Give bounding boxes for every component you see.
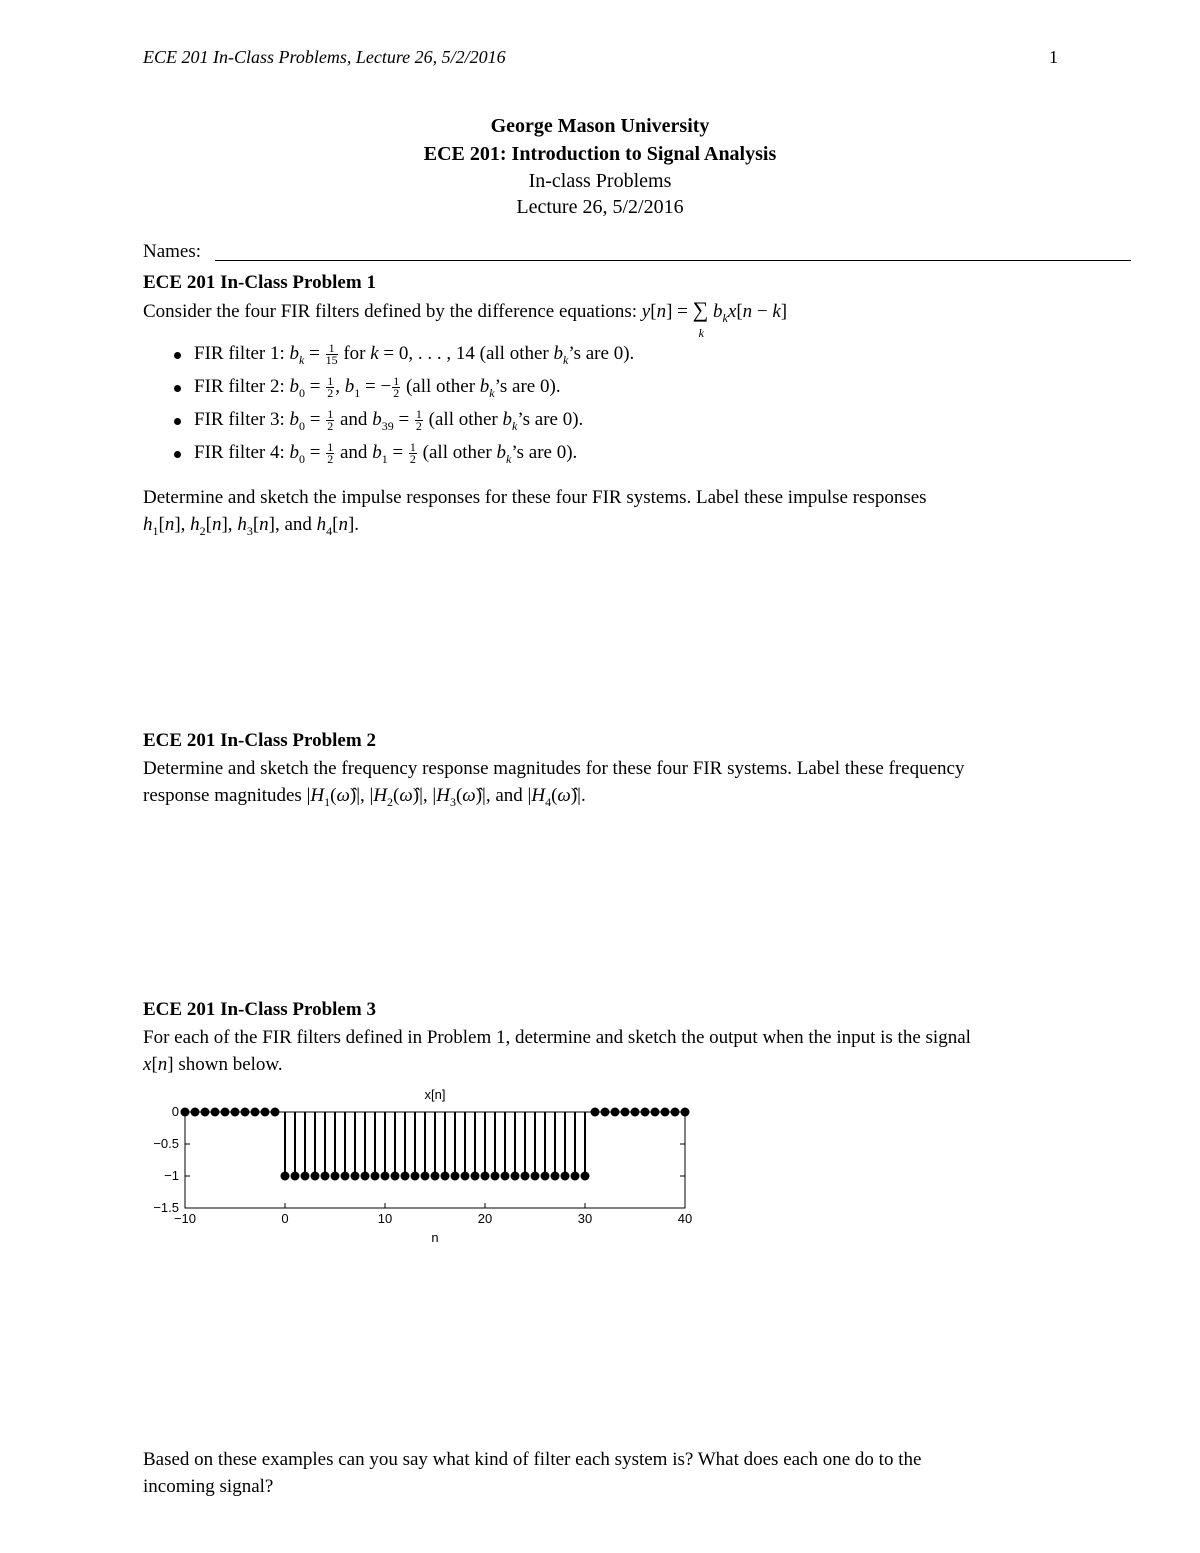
stem-marker xyxy=(611,1108,620,1117)
difference-equation: y xyxy=(641,301,651,322)
stem-marker xyxy=(471,1172,480,1181)
stem-marker xyxy=(431,1172,440,1181)
stem-marker xyxy=(221,1108,230,1117)
list-item: FIR filter 3: $b_0$ = $\frac{1}{2}$ and $b_{39}$ = $\frac{1}{2}$ (all other $b_k’s$ are 0). xyxy=(170,406,634,439)
stem-marker xyxy=(501,1172,510,1181)
stem-marker xyxy=(311,1172,320,1181)
stem-marker xyxy=(671,1108,680,1117)
university-title: George Mason University xyxy=(490,115,710,137)
x-tick-label: 30 xyxy=(577,1211,593,1226)
chart-xlabel: n xyxy=(431,1230,439,1245)
course-title: ECE 201: Introduction to Signal Analysis xyxy=(423,143,777,165)
stem-marker xyxy=(401,1172,410,1181)
stem-marker xyxy=(571,1172,580,1181)
stem-marker xyxy=(481,1172,490,1181)
x-tick-label: 10 xyxy=(377,1211,393,1226)
stem-marker xyxy=(491,1172,500,1181)
list-item: FIR filter 1: $b_k$ = $\frac{1}{15}$ for k = 0, . . . , 14 (all other $b_k’s$ are 0). xyxy=(170,340,634,373)
stem-marker xyxy=(201,1108,210,1117)
stem-marker xyxy=(291,1172,300,1181)
filter2-label: FIR filter 2: xyxy=(194,376,285,397)
problem2-heading: ECE 201 In-Class Problem 2 xyxy=(143,730,376,751)
stem-marker xyxy=(241,1108,250,1117)
filter1-label: FIR filter 1: xyxy=(194,343,285,364)
problem3-line1: For each of the FIR filters defined in Problem 1, determine and sketch the output when the input is the signal xyxy=(143,1027,971,1048)
stem-marker xyxy=(321,1172,330,1181)
document-subtitle: In-class Problems xyxy=(528,170,672,192)
problem1-task: Determine and sketch the impulse responses for these four FIR systems. Label these impulse responses $h_1[n]$, $h_2[n]$, $h_3[n]$, and $h_4[n]$. xyxy=(143,487,927,538)
list-item: FIR filter 2: $b_0$ = $\frac{1}{2}$ , $b_1$ = − $\frac{1}{2}$ (all other $b_k’s$ are 0). xyxy=(170,373,634,406)
stem-marker xyxy=(341,1172,350,1181)
chart-stems xyxy=(181,1108,690,1181)
stem-marker xyxy=(561,1172,570,1181)
stem-marker xyxy=(331,1172,340,1181)
stem-marker xyxy=(261,1108,270,1117)
stem-marker xyxy=(581,1172,590,1181)
stem-marker xyxy=(411,1172,420,1181)
stem-marker xyxy=(301,1172,310,1181)
x-tick-label: 0 xyxy=(281,1211,289,1226)
stem-marker xyxy=(371,1172,380,1181)
y-tick-label: −0.5 xyxy=(153,1136,179,1151)
input-signal-stem-plot xyxy=(140,1082,700,1252)
stem-marker xyxy=(651,1108,660,1117)
problem2-line1: Determine and sketch the frequency response magnitudes for these four FIR systems. Label these frequency xyxy=(143,758,965,779)
chart-title: x[n] xyxy=(424,1087,446,1102)
problem1-intro: Consider the four FIR filters defined by the difference equations: y[n] = ∑ k $b_kx[n - k]$ xyxy=(143,297,788,340)
stem-marker xyxy=(191,1108,200,1117)
stem-marker xyxy=(391,1172,400,1181)
stem-marker xyxy=(551,1172,560,1181)
x-tick-label: 20 xyxy=(477,1211,493,1226)
problem1-heading: ECE 201 In-Class Problem 1 xyxy=(143,272,376,293)
names-label: Names: xyxy=(143,241,202,262)
problem3-line2: shown below. xyxy=(178,1054,283,1075)
stem-marker xyxy=(421,1172,430,1181)
problem1-task-and: , and xyxy=(274,514,312,535)
closing-question xyxy=(143,1446,1063,1500)
lecture-date: Lecture 26, 5/2/2016 xyxy=(516,196,684,218)
problem3-heading: ECE 201 In-Class Problem 3 xyxy=(143,999,376,1020)
y-tick-label: −1.5 xyxy=(153,1200,179,1215)
stem-marker xyxy=(681,1108,690,1117)
list-item: FIR filter 4: $b_0$ = $\frac{1}{2}$ and $b_1$ = $\frac{1}{2}$ (all other $b_k’s$ are 0). xyxy=(170,439,634,472)
stem-marker xyxy=(441,1172,450,1181)
closing-line2: incoming signal? xyxy=(143,1476,274,1497)
stem-marker xyxy=(621,1108,630,1117)
y-tick-label: 0 xyxy=(171,1104,179,1119)
stem-marker xyxy=(281,1172,290,1181)
stem-marker xyxy=(631,1108,640,1117)
stem-marker xyxy=(591,1108,600,1117)
y-tick-label: −1 xyxy=(164,1168,179,1183)
page-number: 1 xyxy=(1049,47,1058,67)
problem1-intro-text: Consider the four FIR filters defined by the difference equations: xyxy=(143,301,638,322)
stem-marker xyxy=(541,1172,550,1181)
stem-marker xyxy=(511,1172,520,1181)
stem-marker xyxy=(271,1108,280,1117)
filter3-label: FIR filter 3: xyxy=(194,409,285,430)
names-blank-line xyxy=(215,260,1131,261)
filter4-label: FIR filter 4: xyxy=(194,442,285,463)
running-header: ECE 201 In-Class Problems, Lecture 26, 5/2/2016 xyxy=(143,47,506,67)
stem-marker xyxy=(211,1108,220,1117)
stem-marker xyxy=(251,1108,260,1117)
stem-marker xyxy=(601,1108,610,1117)
x-tick-label: −10 xyxy=(173,1211,197,1226)
stem-marker xyxy=(181,1108,190,1117)
stem-marker xyxy=(451,1172,460,1181)
problem3-text: For each of the FIR filters defined in Problem 1, determine and sketch the output when the input is the signal x[n] shown below. xyxy=(143,1027,971,1075)
closing-line1: Based on these examples can you say what kind of filter each system is? What does each one do to the xyxy=(143,1449,922,1470)
stem-marker xyxy=(461,1172,470,1181)
stem-marker xyxy=(531,1172,540,1181)
stem-marker xyxy=(521,1172,530,1181)
stem-marker xyxy=(641,1108,650,1117)
sum-symbol: ∑ k xyxy=(692,297,709,340)
stem-marker xyxy=(361,1172,370,1181)
x-tick-label: 40 xyxy=(677,1211,693,1226)
stem-marker xyxy=(231,1108,240,1117)
stem-marker xyxy=(661,1108,670,1117)
fir-filter-list xyxy=(170,340,634,472)
problem2-text: Determine and sketch the frequency response magnitudes for these four FIR systems. Label these frequency response magnitudes $|H_1(\omegâ)|$, $|H_2(\omegâ)|$, $|H_3(\omegâ)|$, and $|H_4(\omegâ)|$. xyxy=(143,758,965,809)
stem-marker xyxy=(381,1172,390,1181)
stem-marker xyxy=(351,1172,360,1181)
problem1-task-text: Determine and sketch the impulse responses for these four FIR systems. Label these impulse responses xyxy=(143,487,927,508)
problem2-line2: response magnitudes xyxy=(143,785,302,806)
